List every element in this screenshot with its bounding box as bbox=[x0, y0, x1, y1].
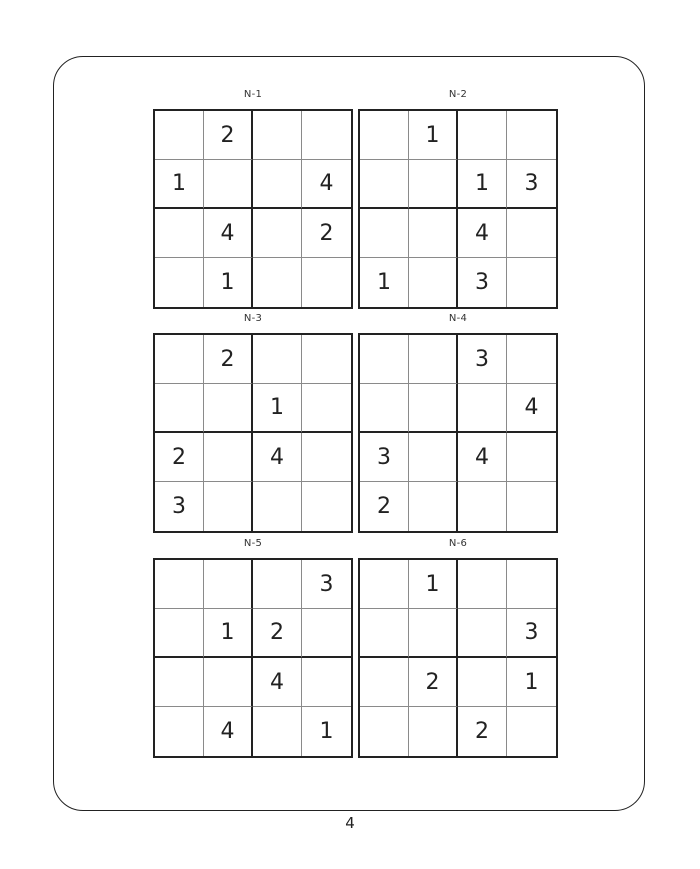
grid-cell bbox=[458, 560, 507, 609]
grid-cell bbox=[253, 111, 302, 160]
grid-cell bbox=[204, 384, 253, 433]
puzzle-label: N-6 bbox=[448, 538, 468, 549]
grid-cell bbox=[507, 433, 556, 482]
grid-cell bbox=[507, 335, 556, 384]
grid-cell: 4 bbox=[458, 209, 507, 258]
grid-cell: 3 bbox=[302, 560, 351, 609]
grid-cell bbox=[409, 433, 458, 482]
grid-cell bbox=[253, 707, 302, 756]
sudoku-grid bbox=[358, 333, 558, 533]
grid-cell: 2 bbox=[204, 335, 253, 384]
puzzle-label: N-1 bbox=[243, 89, 263, 100]
grid-cell bbox=[409, 335, 458, 384]
grid-cell: 2 bbox=[409, 658, 458, 707]
grid-cell bbox=[302, 111, 351, 160]
grid-cell bbox=[302, 658, 351, 707]
grid-cell bbox=[360, 560, 409, 609]
grid-cell bbox=[253, 335, 302, 384]
grid-cell bbox=[302, 433, 351, 482]
grid-cell bbox=[204, 482, 253, 531]
grid-cell: 2 bbox=[302, 209, 351, 258]
sudoku-grid bbox=[358, 109, 558, 309]
sudoku-grid bbox=[153, 109, 353, 309]
puzzle-label: N-3 bbox=[243, 313, 263, 324]
grid-cell: 1 bbox=[409, 111, 458, 160]
grid-cell bbox=[302, 482, 351, 531]
grid-cell: 2 bbox=[360, 482, 409, 531]
grid-cell bbox=[253, 258, 302, 307]
grid-cell bbox=[507, 258, 556, 307]
grid-cell bbox=[155, 258, 204, 307]
grid-cell: 3 bbox=[155, 482, 204, 531]
grid-cell bbox=[253, 560, 302, 609]
grid-cell bbox=[204, 658, 253, 707]
grid-cell bbox=[253, 160, 302, 209]
grid-cell: 4 bbox=[204, 209, 253, 258]
grid-cell bbox=[155, 707, 204, 756]
grid-cell: 1 bbox=[360, 258, 409, 307]
grid-cell bbox=[409, 609, 458, 658]
grid-cell bbox=[360, 209, 409, 258]
page-number: 4 bbox=[345, 814, 355, 832]
puzzle-n-3 bbox=[153, 313, 353, 533]
grid-cell bbox=[204, 560, 253, 609]
grid-cell bbox=[302, 258, 351, 307]
grid-cell: 2 bbox=[204, 111, 253, 160]
puzzle-label: N-2 bbox=[448, 89, 468, 100]
grid-cell bbox=[155, 609, 204, 658]
puzzle-n-2 bbox=[358, 89, 558, 309]
grid-cell: 2 bbox=[458, 707, 507, 756]
grid-cell: 2 bbox=[253, 609, 302, 658]
grid-cell bbox=[360, 111, 409, 160]
grid-cell bbox=[302, 384, 351, 433]
grid-cell: 1 bbox=[409, 560, 458, 609]
grid-cell bbox=[253, 209, 302, 258]
grid-cell: 3 bbox=[458, 258, 507, 307]
grid-cell bbox=[507, 111, 556, 160]
grid-cell: 4 bbox=[302, 160, 351, 209]
grid-cell: 1 bbox=[319, 719, 334, 744]
grid-cell bbox=[204, 160, 253, 209]
grid-cell: 3 bbox=[458, 335, 507, 384]
grid-cell bbox=[155, 335, 204, 384]
grid-cell: 4 bbox=[204, 707, 253, 756]
grid-cell bbox=[507, 209, 556, 258]
puzzle-n-1 bbox=[153, 89, 353, 309]
grid-cell: 2 bbox=[155, 433, 204, 482]
grid-cell: 1 bbox=[204, 258, 253, 307]
grid-cell bbox=[409, 482, 458, 531]
sudoku-grid bbox=[153, 558, 353, 758]
puzzle-label: N-4 bbox=[448, 313, 468, 324]
grid-cell bbox=[507, 482, 556, 531]
grid-cell bbox=[458, 609, 507, 658]
grid-cell bbox=[155, 111, 204, 160]
sudoku-grid bbox=[358, 558, 558, 758]
puzzle-n-5 bbox=[153, 538, 353, 758]
grid-cell bbox=[507, 707, 556, 756]
grid-cell: 4 bbox=[253, 433, 302, 482]
puzzle-n-4 bbox=[358, 313, 558, 533]
grid-cell bbox=[360, 609, 409, 658]
grid-cell: 4 bbox=[507, 384, 556, 433]
grid-cell bbox=[360, 160, 409, 209]
grid-cell bbox=[409, 209, 458, 258]
grid-cell: 1 bbox=[204, 609, 253, 658]
grid-cell: 1 bbox=[458, 160, 507, 209]
grid-cell bbox=[204, 433, 253, 482]
grid-cell bbox=[409, 160, 458, 209]
puzzle-label: N-5 bbox=[243, 538, 263, 549]
grid-cell bbox=[458, 482, 507, 531]
grid-cell bbox=[155, 384, 204, 433]
grid-cell bbox=[302, 609, 351, 658]
grid-cell bbox=[360, 335, 409, 384]
grid-cell bbox=[253, 482, 302, 531]
grid-cell: 3 bbox=[507, 609, 556, 658]
puzzle-n-6 bbox=[358, 538, 558, 758]
grid-cell bbox=[360, 707, 409, 756]
grid-cell bbox=[458, 658, 507, 707]
grid-cell bbox=[360, 384, 409, 433]
grid-cell bbox=[302, 335, 351, 384]
grid-cell bbox=[458, 384, 507, 433]
grid-cell bbox=[155, 658, 204, 707]
grid-cell bbox=[507, 560, 556, 609]
grid-cell bbox=[458, 111, 507, 160]
grid-cell: 3 bbox=[507, 160, 556, 209]
sudoku-grid bbox=[153, 333, 353, 533]
grid-cell: 1 bbox=[253, 384, 302, 433]
grid-cell: 4 bbox=[458, 433, 507, 482]
grid-cell: 4 bbox=[253, 658, 302, 707]
grid-cell: 1 bbox=[507, 658, 556, 707]
grid-cell bbox=[155, 560, 204, 609]
grid-cell bbox=[360, 658, 409, 707]
grid-cell bbox=[409, 707, 458, 756]
grid-cell bbox=[409, 258, 458, 307]
grid-cell: 1 bbox=[155, 160, 204, 209]
grid-cell: 3 bbox=[360, 433, 409, 482]
grid-cell bbox=[155, 209, 204, 258]
grid-cell bbox=[409, 384, 458, 433]
